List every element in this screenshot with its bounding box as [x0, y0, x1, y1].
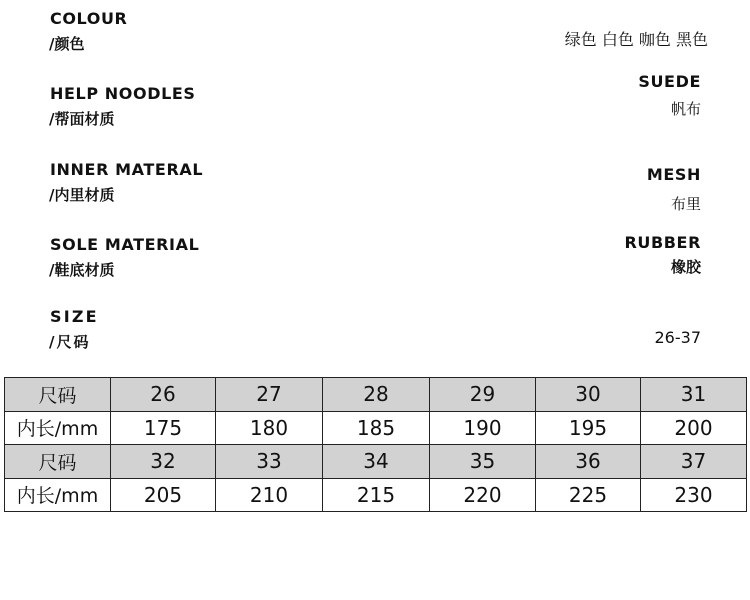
row-label: 尺码: [5, 378, 111, 412]
table-cell: 29: [430, 378, 536, 412]
table-cell: 37: [641, 445, 747, 479]
spec-value-zh: 帆布: [670, 100, 701, 118]
spec-row-size: [0, 307, 750, 355]
table-cell: 33: [216, 445, 323, 479]
spec-value-zh: 橡胶: [670, 258, 701, 276]
spec-label-en: SIZE: [50, 307, 99, 326]
spec-label-en: INNER MATERAL: [50, 160, 204, 179]
spec-value-en: MESH: [646, 165, 701, 184]
table-cell: 210: [216, 478, 323, 512]
spec-label-zh: /鞋底材质: [49, 261, 115, 279]
spec-value-size-range: 26-37: [654, 328, 701, 347]
table-cell: 32: [111, 445, 216, 479]
spec-row-inner-material: [0, 160, 750, 213]
spec-row-upper-material: [0, 72, 750, 132]
row-label: 内长/mm: [5, 411, 111, 445]
table-cell: 27: [216, 378, 323, 412]
table-row-length: [5, 411, 747, 445]
table-cell: 34: [323, 445, 430, 479]
table-row-size: [5, 378, 747, 412]
table-cell: 220: [430, 478, 536, 512]
spec-label-zh: /颜色: [49, 35, 85, 53]
size-chart-table: [4, 377, 747, 512]
table-row-size: [5, 445, 747, 479]
table-cell: 185: [323, 411, 430, 445]
table-cell: 215: [323, 478, 430, 512]
table-cell: 35: [430, 445, 536, 479]
spec-value-en: SUEDE: [638, 72, 701, 91]
table-row-length: [5, 478, 747, 512]
spec-label-zh: /帮面材质: [49, 110, 115, 128]
spec-label-en: SOLE MATERIAL: [50, 235, 200, 254]
table-cell: 190: [430, 411, 536, 445]
spec-row-colour: [0, 9, 750, 57]
spec-row-sole-material: [0, 235, 750, 283]
table-cell: 205: [111, 478, 216, 512]
table-cell: 26: [111, 378, 216, 412]
spec-label-zh: /尺码: [49, 333, 91, 351]
table-cell: 36: [536, 445, 641, 479]
table-cell: 175: [111, 411, 216, 445]
table-cell: 230: [641, 478, 747, 512]
table-cell: 28: [323, 378, 430, 412]
spec-value-zh: 布里: [670, 195, 701, 213]
table-cell: 30: [536, 378, 641, 412]
spec-label-en: COLOUR: [50, 9, 128, 28]
table-cell: 180: [216, 411, 323, 445]
table-cell: 200: [641, 411, 747, 445]
spec-label-zh: /内里材质: [49, 186, 115, 204]
table-cell: 225: [536, 478, 641, 512]
row-label: 内长/mm: [5, 478, 111, 512]
spec-label-en: HELP NOODLES: [50, 84, 196, 103]
row-label: 尺码: [5, 445, 111, 479]
table-cell: 31: [641, 378, 747, 412]
spec-value-colours: 绿色 白色 咖色 黑色: [564, 30, 708, 49]
table-cell: 195: [536, 411, 641, 445]
spec-value-en: RUBBER: [624, 233, 701, 252]
